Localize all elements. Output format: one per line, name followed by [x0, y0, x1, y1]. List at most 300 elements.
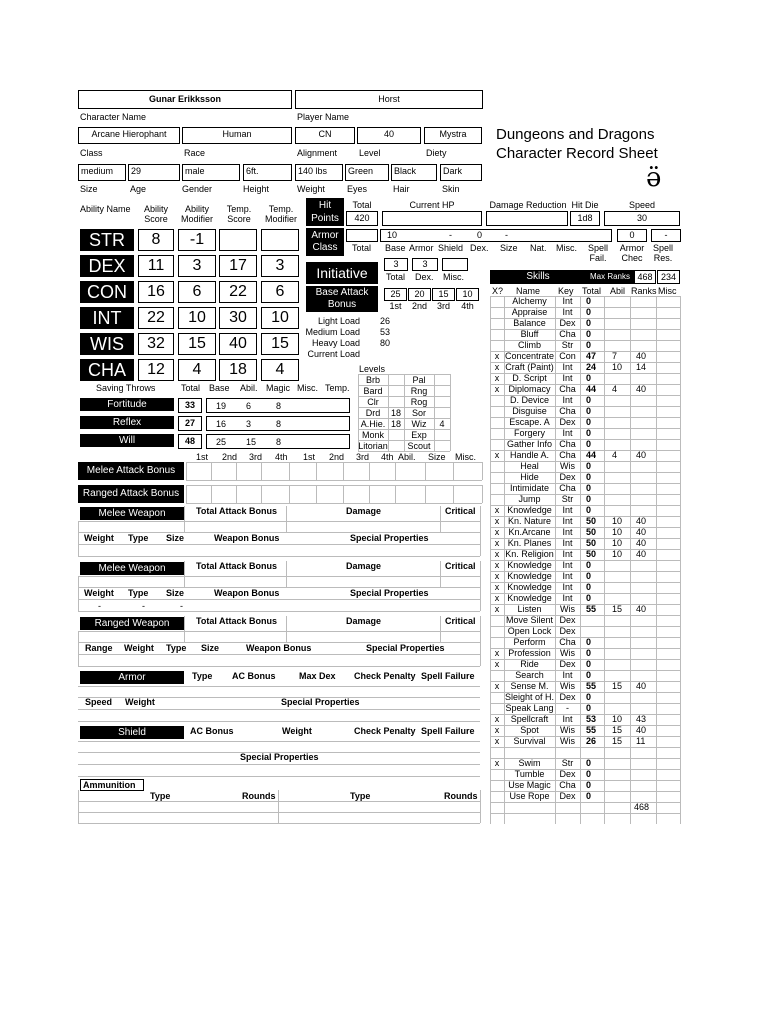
armor-check-header-2: Chec: [621, 253, 643, 263]
armor-class-label-line2: Class: [312, 242, 338, 253]
skill-abil[interactable]: 4: [612, 384, 618, 394]
initiative-misc-field[interactable]: [442, 258, 468, 271]
skill-used-mark[interactable]: x: [494, 758, 500, 768]
level-class-b: Exp: [411, 430, 427, 440]
ability-wis-temp-score[interactable]: 40: [219, 333, 257, 355]
ability-dex-score[interactable]: 11: [138, 255, 174, 277]
skill-key: Int: [562, 516, 573, 526]
skill-total[interactable]: 50: [586, 516, 597, 526]
weapon-line: [78, 521, 480, 522]
skill-abil[interactable]: 10: [612, 516, 623, 526]
initiative-total-header: Total: [386, 272, 406, 282]
skill-name: Kn. Planes: [507, 538, 552, 548]
temp-score-header-2: Score: [227, 214, 251, 224]
skill-total[interactable]: 0: [586, 769, 592, 779]
skill-name: Heal: [520, 461, 539, 471]
skill-ranks[interactable]: 40: [636, 604, 647, 614]
ac-base-header: Base: [385, 243, 406, 253]
skill-used-mark[interactable]: x: [494, 571, 500, 581]
skill-total[interactable]: 44: [586, 450, 597, 460]
weapon-line: [78, 654, 480, 655]
skill-name: Sense M.: [510, 681, 549, 691]
skill-total[interactable]: 0: [586, 637, 592, 647]
weapon-vline: [184, 561, 185, 587]
skill-used-mark[interactable]: x: [494, 538, 500, 548]
max-ranks-value-1[interactable]: 468: [634, 270, 656, 284]
skill-name: Diplomacy: [508, 384, 551, 394]
hit-points-label-line1: Hit: [318, 200, 332, 211]
skill-total[interactable]: 0: [586, 417, 592, 427]
bab-label-line1: Base Attack: [315, 287, 369, 298]
skill-used-mark[interactable]: x: [494, 560, 500, 570]
shield-line: [78, 776, 480, 777]
skill-used-mark[interactable]: x: [494, 593, 500, 603]
skill-total[interactable]: 0: [586, 395, 592, 405]
attack-vline: [425, 462, 426, 480]
race-field[interactable]: Human: [182, 127, 292, 144]
weapon-subheader-2: Type: [128, 588, 149, 598]
weapon-title-1: Melee Weapon: [80, 507, 184, 520]
weapon-subheader-6: Special Properties: [366, 643, 445, 653]
level-value-a[interactable]: 18: [390, 419, 401, 429]
level-class-b: Rng: [410, 386, 428, 396]
skill-ranks[interactable]: 40: [636, 351, 647, 361]
ability-str-modifier[interactable]: -1: [178, 229, 216, 251]
age-label: Age: [130, 184, 147, 194]
skills-header-5: Abil: [610, 286, 626, 296]
load-label-1: Light Load: [317, 316, 360, 326]
player-name-label: Player Name: [297, 112, 350, 122]
skill-key: Str: [561, 758, 574, 768]
level-value-b[interactable]: 4: [439, 419, 445, 429]
initiative-label: Initiative: [306, 262, 378, 284]
skill-ranks[interactable]: 40: [636, 725, 647, 735]
skill-key: Int: [562, 670, 573, 680]
ability-wis-modifier[interactable]: 15: [178, 333, 216, 355]
skill-name: Ride: [520, 659, 539, 669]
skill-total[interactable]: 55: [586, 725, 597, 735]
skills-vline: [656, 296, 657, 824]
ammo-line: [78, 801, 480, 802]
skill-total[interactable]: 0: [586, 428, 592, 438]
skill-total[interactable]: 0: [586, 373, 592, 383]
shield-header-1: AC Bonus: [190, 726, 234, 736]
ability-str-temp-modifier[interactable]: [261, 229, 299, 251]
skill-total[interactable]: 0: [586, 439, 592, 449]
ability-dex-temp-modifier[interactable]: 3: [261, 255, 299, 277]
ability-cha-temp-modifier[interactable]: 4: [261, 359, 299, 381]
bab-value-3[interactable]: 15: [432, 288, 455, 301]
class-field[interactable]: Arcane Hierophant: [78, 127, 180, 144]
skill-abil[interactable]: 15: [612, 725, 623, 735]
shield-special-header: Special Properties: [240, 752, 319, 762]
skill-total[interactable]: 24: [586, 362, 597, 372]
save-header-4: Magic: [266, 383, 291, 393]
skill-used-mark[interactable]: x: [494, 505, 500, 515]
ability-int-score[interactable]: 22: [138, 307, 174, 329]
weapon-vline: [286, 616, 287, 642]
skill-name: Profession: [508, 648, 551, 658]
skill-key: Con: [559, 351, 576, 361]
height-field[interactable]: 6ft.: [243, 164, 292, 181]
skill-name: Handle A.: [509, 450, 550, 460]
skill-name: Knowledge: [507, 593, 552, 603]
skill-name: Knowledge: [507, 505, 552, 515]
weapon-value-3[interactable]: -: [180, 601, 183, 611]
attack-iter-header-4: 4th: [275, 452, 288, 462]
ac-dex-header: Dex.: [470, 243, 489, 253]
skill-total[interactable]: 0: [586, 494, 592, 504]
load-value-1[interactable]: 26: [380, 316, 391, 326]
skill-key: Wis: [560, 681, 575, 691]
ability-con-modifier[interactable]: 6: [178, 281, 216, 303]
armor-line: [78, 721, 480, 722]
attack-vline: [369, 485, 370, 503]
ac-shield-header: Shield: [438, 243, 464, 253]
ability-cha-label: CHA: [80, 359, 134, 381]
initiative-misc-header: Misc.: [443, 272, 464, 282]
initiative-dex-field[interactable]: 3: [412, 258, 438, 271]
saving-throws-title: Saving Throws: [96, 383, 156, 393]
skill-ranks[interactable]: 40: [636, 384, 647, 394]
skill-abil[interactable]: 10: [612, 527, 623, 537]
skill-key: Int: [562, 593, 573, 603]
weapon-line: [78, 631, 480, 632]
skill-abil[interactable]: 15: [612, 604, 623, 614]
skill-total[interactable]: 0: [586, 659, 592, 669]
skill-used-mark[interactable]: x: [494, 516, 500, 526]
skill-total[interactable]: 0: [586, 571, 592, 581]
ability-score-header-2: Score: [144, 214, 168, 224]
skill-abil[interactable]: 15: [612, 681, 623, 691]
armor-check-field[interactable]: -: [651, 229, 681, 242]
ammo-line: [78, 812, 480, 813]
weapon-value-2[interactable]: -: [142, 601, 145, 611]
shield-line: [78, 741, 480, 742]
skill-key: Cha: [559, 406, 576, 416]
skill-key: Str: [561, 340, 574, 350]
skill-ranks[interactable]: 11: [636, 736, 646, 746]
skills-ranks-total: 468: [634, 802, 650, 812]
ability-mod-header-2: Modifier: [180, 214, 213, 224]
weapon-damage-header: Damage: [346, 561, 382, 571]
skill-used-mark[interactable]: x: [494, 736, 500, 746]
skill-used-mark[interactable]: x: [494, 351, 500, 361]
attack-vline: [453, 485, 454, 503]
bab-value-2[interactable]: 20: [408, 288, 431, 301]
skill-total[interactable]: 0: [586, 780, 592, 790]
ability-con-temp-modifier[interactable]: 6: [261, 281, 299, 303]
skill-total[interactable]: 0: [586, 483, 592, 493]
skill-total[interactable]: 0: [586, 329, 592, 339]
skill-key: Int: [562, 714, 573, 724]
ability-cha-temp-score[interactable]: 18: [219, 359, 257, 381]
skill-key: Dex: [559, 626, 576, 636]
skill-total[interactable]: 0: [586, 692, 592, 702]
skill-abil[interactable]: 10: [612, 714, 623, 724]
skill-ranks[interactable]: 40: [636, 516, 647, 526]
skill-key: Int: [562, 560, 573, 570]
skill-key: Wis: [560, 736, 575, 746]
save-fortitude-total[interactable]: 33: [178, 398, 202, 413]
weapon-subheader-5: Special Properties: [350, 588, 429, 598]
ability-int-temp-score[interactable]: 30: [219, 307, 257, 329]
save-will-abil: 15: [246, 437, 257, 447]
level-field[interactable]: 40: [357, 127, 421, 144]
skill-total[interactable]: 50: [586, 538, 597, 548]
ability-str-temp-score[interactable]: [219, 229, 257, 251]
skill-total[interactable]: 0: [586, 791, 592, 801]
weapon-line: [78, 576, 480, 577]
gender-field[interactable]: male: [182, 164, 240, 181]
skills-hline: [490, 813, 680, 814]
damage-reduction-field[interactable]: [486, 211, 568, 226]
skill-used-mark[interactable]: x: [494, 648, 500, 658]
hit-points-label: [306, 198, 344, 226]
hit-die-field[interactable]: 1d8: [570, 211, 600, 226]
skill-used-mark[interactable]: x: [494, 714, 500, 724]
skill-total[interactable]: 0: [586, 593, 592, 603]
skill-used-mark[interactable]: x: [494, 384, 500, 394]
skill-total[interactable]: 0: [586, 307, 592, 317]
weapon-damage-header: Damage: [346, 506, 382, 516]
skill-used-mark[interactable]: x: [494, 582, 500, 592]
skills-header-4: Total: [582, 286, 602, 296]
weapon-critical-header: Critical: [445, 616, 476, 626]
ability-dex-temp-score[interactable]: 17: [219, 255, 257, 277]
weapon-subheader-1: Weight: [84, 533, 114, 543]
skills-vline: [630, 296, 631, 824]
skill-total[interactable]: 0: [586, 648, 592, 658]
skill-total[interactable]: 44: [586, 384, 597, 394]
hp-total-field[interactable]: 420: [346, 211, 378, 226]
load-value-2[interactable]: 53: [380, 327, 391, 337]
skill-name: Tumble: [514, 769, 545, 779]
skill-ranks[interactable]: 43: [636, 714, 647, 724]
skill-abil[interactable]: 10: [612, 549, 623, 559]
skill-key: Int: [562, 538, 573, 548]
skill-ranks[interactable]: 40: [636, 538, 647, 548]
weight-field[interactable]: 140 lbs: [295, 164, 343, 181]
attack-vline: [395, 485, 396, 503]
character-name-field[interactable]: Gunar Erikksson: [78, 90, 292, 109]
skill-total[interactable]: 0: [586, 505, 592, 515]
attack-vline: [289, 462, 290, 480]
skill-used-mark[interactable]: x: [494, 725, 500, 735]
skill-key: Wis: [560, 648, 575, 658]
skills-vline: [604, 296, 605, 824]
skill-total[interactable]: 26: [586, 736, 597, 746]
skill-total[interactable]: 0: [586, 318, 592, 328]
skill-name: D. Script: [512, 373, 547, 383]
level-class-a: Litorian: [358, 441, 388, 451]
weapon-value-1[interactable]: -: [98, 601, 101, 611]
skill-total[interactable]: 0: [586, 703, 592, 713]
skill-abil[interactable]: 15: [612, 736, 623, 746]
spell-res-header-1: Spell: [652, 243, 673, 253]
skill-abil[interactable]: 10: [612, 362, 623, 372]
ability-cha-modifier[interactable]: 4: [178, 359, 216, 381]
initiative-total-field[interactable]: 3: [384, 258, 408, 271]
ability-wis-temp-modifier[interactable]: 15: [261, 333, 299, 355]
hair-field[interactable]: Black: [391, 164, 437, 181]
skill-name: Climb: [517, 340, 541, 350]
skill-name: Gather Info: [506, 439, 553, 449]
skill-name: Listen: [517, 604, 542, 614]
skill-ranks[interactable]: 40: [636, 681, 647, 691]
skin-field[interactable]: Dark: [440, 164, 482, 181]
speed-header: Speed: [628, 200, 656, 210]
size-field[interactable]: medium: [78, 164, 126, 181]
armor-header-4: Check Penalty: [354, 671, 416, 681]
skill-used-mark[interactable]: x: [494, 549, 500, 559]
level-class-a: A.Hie.: [360, 419, 386, 429]
attack-vline: [236, 485, 237, 503]
skill-total[interactable]: 0: [586, 670, 592, 680]
skill-abil[interactable]: 10: [612, 538, 623, 548]
spell-fail-header-2: Fail.: [589, 253, 607, 263]
skill-used-mark[interactable]: x: [494, 681, 500, 691]
skill-name: Knowledge: [507, 560, 552, 570]
save-reflex-magic: 8: [276, 419, 282, 429]
ability-int-modifier[interactable]: 10: [178, 307, 216, 329]
eyes-field[interactable]: Green: [345, 164, 389, 181]
ac-total-field[interactable]: [346, 229, 378, 242]
weapon-total-attack-header: Total Attack Bonus: [196, 561, 278, 571]
alignment-field[interactable]: CN: [295, 127, 355, 144]
level-value-a[interactable]: 18: [390, 408, 401, 418]
attack-vline: [211, 462, 212, 480]
attack-vline: [453, 462, 454, 480]
weapon-subheader-1: Range: [85, 643, 113, 653]
age-field[interactable]: 29: [128, 164, 180, 181]
ability-name-header: Ability Name: [80, 204, 131, 214]
ability-int-temp-modifier[interactable]: 10: [261, 307, 299, 329]
spell-failure-field[interactable]: 0: [617, 229, 647, 242]
attack-hline: [186, 503, 482, 504]
attack-misc-header: Misc.: [455, 452, 476, 462]
attack-vline: [482, 485, 483, 503]
skill-total[interactable]: 0: [586, 758, 592, 768]
ability-wis-score[interactable]: 32: [138, 333, 174, 355]
armor-title: Armor: [80, 671, 184, 684]
skill-key: Dex: [559, 791, 576, 801]
armor-subheader-2: Weight: [125, 697, 155, 707]
skin-label: Skin: [442, 184, 460, 194]
skill-name: Speak Lang: [505, 703, 554, 713]
ammo-vline: [78, 790, 79, 823]
damage-reduction-header: Damage Reduction: [489, 200, 567, 210]
load-value-3[interactable]: 80: [380, 338, 391, 348]
skill-name: Knowledge: [507, 571, 552, 581]
skill-ranks[interactable]: 40: [636, 549, 647, 559]
ability-con-score[interactable]: 16: [138, 281, 174, 303]
ac-value-armor: -: [449, 230, 452, 240]
skill-total[interactable]: 0: [586, 406, 592, 416]
ability-str-score[interactable]: 8: [138, 229, 174, 251]
armor-subheader-3: Special Properties: [281, 697, 360, 707]
skill-key: Int: [562, 395, 573, 405]
skill-ranks[interactable]: 14: [636, 362, 647, 372]
skill-total[interactable]: 53: [586, 714, 597, 724]
ac-misc-header: Misc.: [556, 243, 577, 253]
skill-name: Move Silent: [505, 615, 554, 625]
max-ranks-value-2[interactable]: 234: [657, 270, 680, 284]
attack-iter-header-2: 2nd: [222, 452, 238, 462]
melee-attack-bonus-label: Melee Attack Bonus: [78, 462, 184, 480]
skill-used-mark[interactable]: x: [494, 527, 500, 537]
skill-total[interactable]: 0: [586, 472, 592, 482]
load-label-2: Medium Load: [305, 327, 360, 337]
skill-total[interactable]: 0: [586, 340, 592, 350]
skill-total[interactable]: 50: [586, 549, 597, 559]
skill-used-mark[interactable]: x: [494, 604, 500, 614]
attack-vline: [425, 485, 426, 503]
armor-line: [78, 686, 480, 687]
weapon-title-3: Ranged Weapon: [80, 617, 184, 630]
skill-name: D. Device: [509, 395, 549, 405]
skill-used-mark[interactable]: x: [494, 362, 500, 372]
skill-used-mark[interactable]: x: [494, 659, 500, 669]
skill-abil[interactable]: 4: [612, 450, 618, 460]
skill-total[interactable]: 47: [586, 351, 597, 361]
skill-ranks[interactable]: 40: [636, 450, 647, 460]
attack-iter-header-3: 3rd: [249, 452, 263, 462]
skill-total[interactable]: 0: [586, 296, 592, 306]
deity-field[interactable]: Mystra: [424, 127, 482, 144]
skill-name: Craft (Paint): [505, 362, 554, 372]
ac-armor-header: Armor: [409, 243, 434, 253]
skill-total[interactable]: 55: [586, 604, 597, 614]
ac-natural-header: Nat.: [530, 243, 547, 253]
bab-value-1[interactable]: 25: [384, 288, 407, 301]
bab-value-4[interactable]: 10: [456, 288, 479, 301]
player-name-field[interactable]: Horst: [295, 90, 483, 109]
skill-total[interactable]: 0: [586, 461, 592, 471]
skill-abil[interactable]: 7: [612, 351, 618, 361]
save-will-total[interactable]: 48: [178, 434, 202, 449]
skill-key: Cha: [559, 450, 576, 460]
attack-vline: [289, 485, 290, 503]
gender-label: Gender: [182, 184, 213, 194]
ability-cha-score[interactable]: 12: [138, 359, 174, 381]
armor-class-label: [306, 228, 344, 256]
weapon-subheader-4: Weapon Bonus: [214, 588, 280, 598]
sheet-title-line2: Character Record Sheet: [496, 145, 658, 162]
speed-field[interactable]: 30: [604, 211, 680, 226]
levels-grid-vline: [450, 374, 451, 451]
level-class-b: Rog: [410, 397, 428, 407]
save-header-3: Abil.: [240, 383, 258, 393]
hp-current-field[interactable]: [382, 211, 482, 226]
skill-total[interactable]: 0: [586, 560, 592, 570]
weapon-subheader-2: Type: [128, 533, 149, 543]
ac-components-field[interactable]: [380, 229, 612, 242]
skill-name: Survival: [513, 736, 546, 746]
skill-key: Cha: [559, 384, 576, 394]
skill-total[interactable]: 50: [586, 527, 597, 537]
ability-dex-modifier[interactable]: 3: [178, 255, 216, 277]
skill-total[interactable]: 55: [586, 681, 597, 691]
ability-con-temp-score[interactable]: 22: [219, 281, 257, 303]
skill-used-mark[interactable]: x: [494, 373, 500, 383]
skill-ranks[interactable]: 40: [636, 527, 647, 537]
skill-total[interactable]: 0: [586, 582, 592, 592]
save-reflex-total[interactable]: 27: [178, 416, 202, 431]
skills-header-3: Key: [558, 286, 574, 296]
attack-vline: [482, 462, 483, 480]
skill-used-mark[interactable]: x: [494, 450, 500, 460]
